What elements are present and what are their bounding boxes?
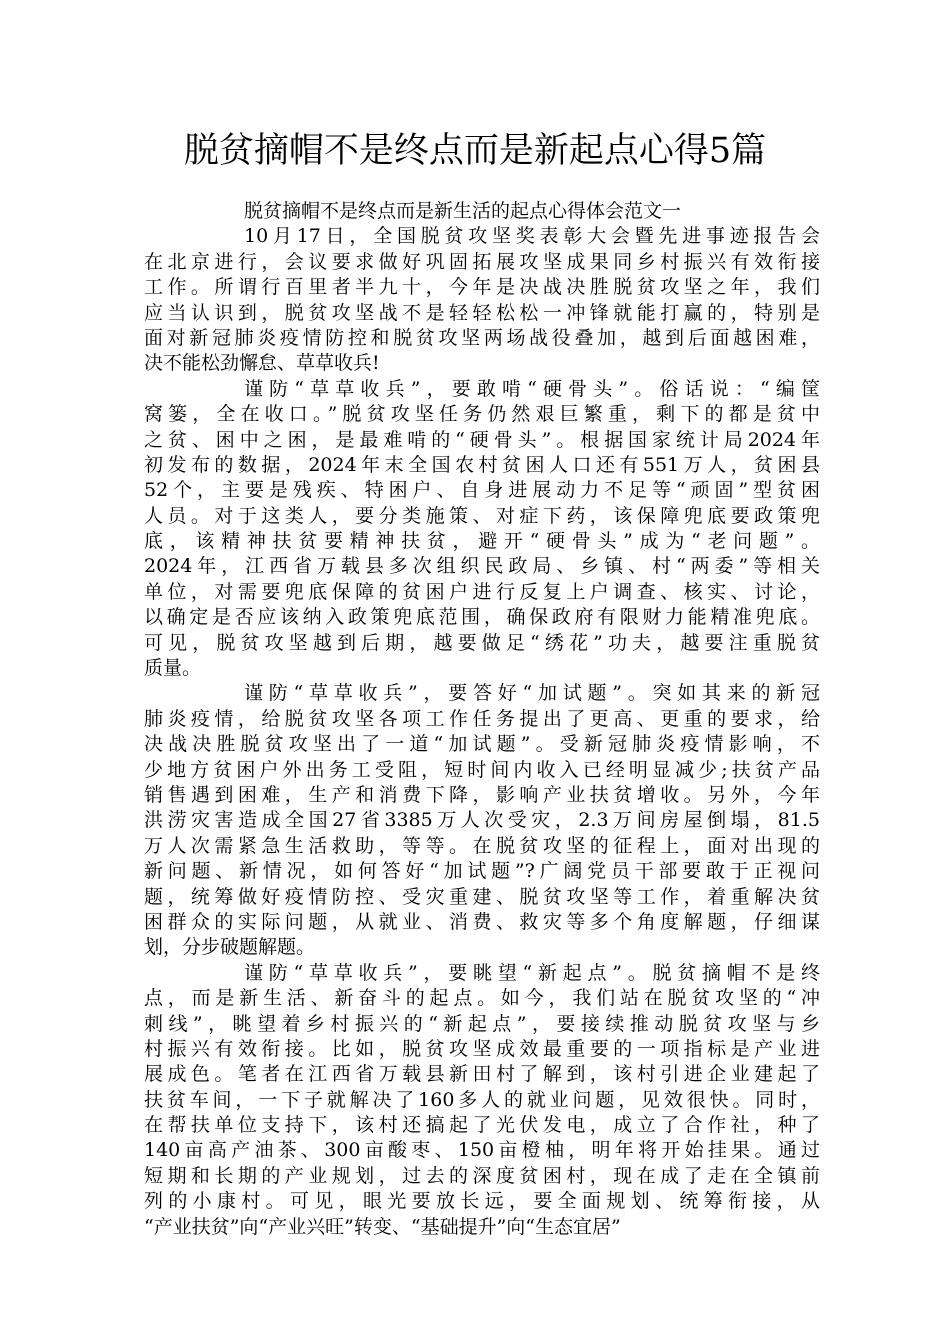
paragraph-line: 之贫、困中之困，是最难啃的“硬骨头”。根据国家统计局2024年 xyxy=(144,428,820,451)
paragraph-line: 应当认识到，脱贫攻坚战不是轻轻松松一冲锋就能打赢的，特别是 xyxy=(144,301,820,324)
paragraph-line: 52个，主要是残疾、特困户、自身进展动力不足等“顽固”型贫困 xyxy=(144,479,820,502)
paragraph-line: 谨防“草草收兵”，要眺望“新起点”。脱贫摘帽不是终 xyxy=(244,961,820,984)
paragraph-line: 洪涝灾害造成全国27省3385万人次受灾，2.3万间房屋倒塌，81.5 xyxy=(144,809,820,832)
paragraph-line: 底，该精神扶贫要精神扶贫，避开“硬骨头”成为“老问题”。 xyxy=(144,530,820,553)
paragraph-line: 列的小康村。可见，眼光要放长远，要全面规划、统筹衔接，从 xyxy=(144,1190,820,1213)
paragraph-line: 村振兴有效衔接。比如，脱贫攻坚成效最重要的一项指标是产业进 xyxy=(144,1037,820,1060)
document-body xyxy=(144,199,820,1240)
paragraph-line: 决战决胜脱贫攻坚出了一道“加试题”。受新冠肺炎疫情影响，不 xyxy=(144,733,820,756)
paragraph-line: 可见，脱贫攻坚越到后期，越要做足“绣花”功夫，越要注重脱贫 xyxy=(144,631,820,654)
paragraph-line: 初发布的数据，2024年末全国农村贫困人口还有551万人，贫困县 xyxy=(144,453,820,476)
document-subtitle: 脱贫摘帽不是终点而是新生活的起点心得体会范文一 xyxy=(244,200,682,222)
paragraph-line: 单位，对需要兜底保障的贫困户进行反复上户调查、核实、讨论， xyxy=(144,580,820,603)
paragraph-line: 困群众的实际问题，从就业、消费、救灾等多个角度解题，仔细谋 xyxy=(144,910,820,933)
paragraph-line: 在北京进行，会议要求做好巩固拓展攻坚成果同乡村振兴有效衔接 xyxy=(144,250,820,273)
paragraph-line: 刺线”，眺望着乡村振兴的“新起点”，要接续推动脱贫攻坚与乡 xyxy=(144,1012,820,1035)
paragraph-line: 扶贫车间，一下子就解决了160多人的就业问题，见效很快。同时， xyxy=(144,1088,820,1111)
paragraph-line: 人员。对于这类人，要分类施策、对症下药，该保障兜底要政策兜 xyxy=(144,504,820,527)
paragraph-line: 划，分步破题解题。 xyxy=(144,936,316,959)
paragraph-line: 质量。 xyxy=(144,657,202,680)
paragraph-line: 题，统筹做好疫情防控、受灾重建、脱贫攻坚等工作，着重解决贫 xyxy=(144,885,820,908)
paragraph-line: 销售遇到困难，生产和消费下降，影响产业扶贫增收。另外，今年 xyxy=(144,783,820,806)
paragraph-line: 140亩高产油茶、300亩酸枣、150亩橙柚，明年将开始挂果。通过 xyxy=(144,1139,820,1162)
paragraph-line: 10月17日，全国脱贫攻坚奖表彰大会暨先进事迹报告会 xyxy=(244,225,820,248)
paragraph-line: 谨防“草草收兵”，要答好“加试题”。突如其来的新冠 xyxy=(244,682,820,705)
paragraph-line: 少地方贫困户外出务工受阻，短时间内收入已经明显减少;扶贫产品 xyxy=(144,758,820,781)
paragraph-line: 工作。所谓行百里者半九十，今年是决战决胜脱贫攻坚之年，我们 xyxy=(144,276,820,299)
paragraph-line: 2024年，江西省万载县多次组织民政局、乡镇、村“两委”等相关 xyxy=(144,555,820,578)
paragraph-line: 谨防“草草收兵”，要敢啃“硬骨头”。俗话说：“编筐 xyxy=(244,377,820,400)
document-title: 脱贫摘帽不是终点而是新起点心得5篇 xyxy=(183,131,767,171)
paragraph-line: 短期和长期的产业规划，过去的深度贫困村，现在成了走在全镇前 xyxy=(144,1164,820,1187)
paragraph-line: 以确定是否应该纳入政策兜底范围，确保政府有限财力能精准兜底。 xyxy=(144,606,820,629)
paragraph-line: 新问题、新情况，如何答好“加试题”?广阔党员干部要敢于正视问 xyxy=(144,860,820,883)
paragraph-line: 展成色。笔者在江西省万载县新田村了解到，该村引进企业建起了 xyxy=(144,1063,820,1086)
paragraph-line: 万人次需紧急生活救助，等等。在脱贫攻坚的征程上，面对出现的 xyxy=(144,834,820,857)
paragraph-line: 决不能松劲懈怠、草草收兵! xyxy=(144,352,380,375)
paragraph-line: 窝篓，全在收口。”脱贫攻坚任务仍然艰巨繁重，剩下的都是贫中 xyxy=(144,403,820,426)
paragraph-line: “产业扶贫”向“产业兴旺”转变、“基础提升”向“生态宜居” xyxy=(144,1215,621,1238)
paragraph-line: 面对新冠肺炎疫情防控和脱贫攻坚两场战役叠加，越到后面越困难， xyxy=(144,326,820,349)
paragraph-line: 点，而是新生活、新奋斗的起点。如今，我们站在脱贫攻坚的“冲 xyxy=(144,987,820,1010)
paragraph-line: 肺炎疫情，给脱贫攻坚各项工作任务提出了更高、更重的要求，给 xyxy=(144,707,820,730)
paragraph-line: 在帮扶单位支持下，该村还搞起了光伏发电，成立了合作社，种了 xyxy=(144,1114,820,1137)
